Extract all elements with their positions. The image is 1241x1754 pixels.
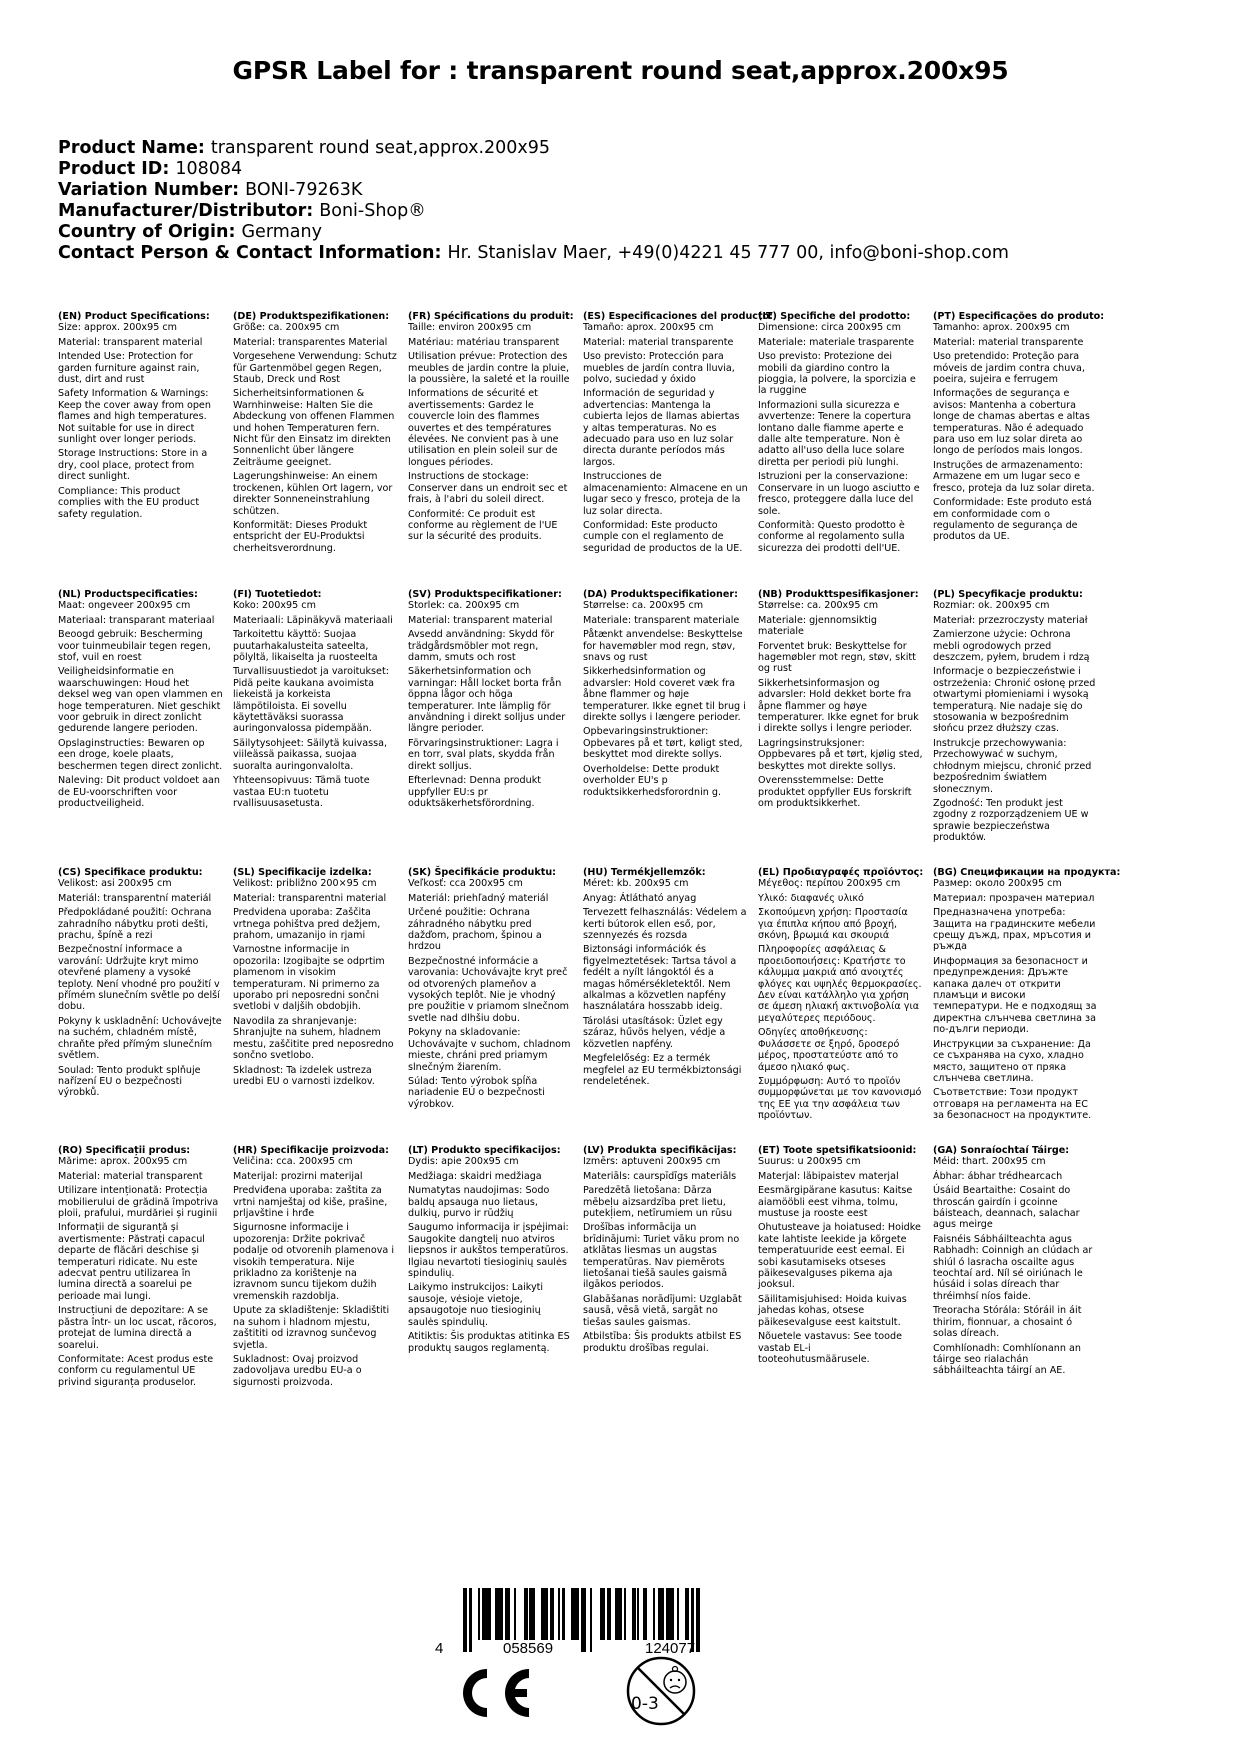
spec-line: Størrelse: ca. 200x95 cm bbox=[583, 600, 704, 612]
spec-line: Tervezett felhasználás: Védelem a kerti bútorok ellen eső, por, szennyezés és rozsda bbox=[583, 907, 747, 942]
spec-line: Overholdelse: Dette produkt overholder EU's p roduktsikkerhedsforordnin g. bbox=[583, 763, 722, 798]
spec-line: Turvallisuustiedot ja varoitukset: Pidä peite kaukana avoimista liekeistä ja korkeista lämpötiloista. Ei sovellu käytettäväksi suorassa auringonvalossa pidempään. bbox=[233, 666, 389, 735]
spec-line: Materjal: läbipaistev materjal bbox=[758, 1170, 899, 1182]
spec-line: Instrucciones de almacenamiento: Almacene en un lugar seco y fresco, proteja de la luz solar directa. bbox=[583, 471, 748, 517]
spec-block-heading: (FI) Tuotetiedot: bbox=[233, 589, 322, 600]
spec-line: Bezpečnostní informace a varování: Udržujte kryt mimo otevřené plameny a vysoké teploty. Není vhodné pro použití v přímém slunečním světle po delší dobu. bbox=[58, 944, 220, 1013]
spec-block-hr bbox=[233, 1145, 398, 1391]
spec-line: Materijal: prozirni materijal bbox=[233, 1170, 363, 1182]
spec-block-heading: (FR) Spécifications du produit: bbox=[408, 311, 574, 322]
spec-line: Sigurnosne informacije i upozorenja: Držite pokrivač podalje od otvorenih plamenova i visokih temperatura. Nije prikladno za korištenje na izravnom suncu tijekom dužih vremenskih razdoblja. bbox=[233, 1222, 395, 1302]
spec-line: Suurus: u 200x95 cm bbox=[758, 1156, 861, 1168]
spec-block-heading: (DA) Produktspecifikationer: bbox=[583, 589, 738, 600]
spec-line: Informații de siguranță și avertismente: Păstrați capacul departe de flăcări deschise și temperaturi ridicate. Nu este adecvat pentru utilizarea în lumina directă a soarelui pe perioade mai lungi. bbox=[58, 1222, 205, 1302]
spec-block-hu bbox=[583, 867, 748, 1090]
product-info-label: Country of Origin: bbox=[58, 222, 236, 242]
spec-line: Yhteensopivuus: Tämä tuote vastaa EU:n tuotetu rvallisuusasetusta. bbox=[233, 775, 370, 809]
spec-line: Materiaali: Läpinäkyvä materiaali bbox=[233, 614, 393, 626]
spec-line: Matériau: matériau transparent bbox=[408, 336, 560, 348]
spec-line: Size: approx. 200x95 cm bbox=[58, 322, 177, 334]
spec-line: Υλικό: διαφανές υλικό bbox=[758, 892, 864, 904]
spec-line: Veiligheidsinformatie en waarschuwingen: Houd het deksel weg van open vlammen en hoge temperaturen. Niet geschikt voor gebruik in direct zonlicht gedurende langere perioden. bbox=[58, 666, 223, 735]
product-info-value: 108084 bbox=[175, 159, 243, 179]
spec-block-heading: (PT) Especificações do produto: bbox=[933, 311, 1105, 322]
spec-line: Konformität: Dieses Produkt entspricht der EU-Produktsi cherheitsverordnung. bbox=[233, 519, 368, 554]
product-info-value: Boni-Shop® bbox=[319, 201, 426, 221]
spec-line: Skladnost: Ta izdelek ustreza uredbi EU o varnosti izdelkov. bbox=[233, 1064, 375, 1087]
ean-barcode bbox=[435, 1588, 775, 1668]
spec-line: Atitiktis: Šis produktas atitinka ES produktų saugos reglamentą. bbox=[408, 1331, 570, 1354]
spec-line: Conformidad: Este producto cumple con el reglamento de seguridad de productos de la UE. bbox=[583, 519, 743, 554]
spec-block-heading: (BG) Спецификации на продукта: bbox=[933, 867, 1121, 878]
spec-line: Utilizare intenționată: Protecția mobilierului de grădină împotriva ploii, prafului, murdăriei și ruginii bbox=[58, 1185, 219, 1220]
spec-line: Förvaringsinstruktioner: Lagra i en torr, sval plats, skydda från direkt solljus. bbox=[408, 737, 559, 772]
spec-block-heading: (SK) Špecifikácie produktu: bbox=[408, 867, 557, 878]
spec-line: Materiale: transparent materiale bbox=[583, 614, 740, 626]
spec-line: Съответствие: Този продукт отговаря на регламента на ЕС за безопасност на продуктите. bbox=[933, 1087, 1092, 1122]
spec-line: Faisnéis Sábháilteachta agus Rabhadh: Coinnigh an clúdach ar shiúl ó lasracha oscailte agus teochtaí ard. Níl sé oiriúnach le húsáid i solas díreach thar thréimhsí níos faide. bbox=[933, 1233, 1093, 1302]
spec-line: Taille: environ 200x95 cm bbox=[408, 322, 532, 334]
spec-line: Размер: около 200x95 cm bbox=[933, 878, 1062, 890]
spec-block-heading: (EN) Product Specifications: bbox=[58, 311, 210, 322]
spec-line: Velikost: približno 200×95 cm bbox=[233, 878, 377, 890]
spec-line: Tamaño: aprox. 200x95 cm bbox=[583, 322, 714, 334]
spec-line: Pokyny k uskladnění: Uchovávejte na suchém, chladném místě, chraňte před přímým slunečním světlem. bbox=[58, 1015, 222, 1062]
spec-line: Rozmiar: ok. 200x95 cm bbox=[933, 600, 1050, 612]
spec-block-sl bbox=[233, 867, 398, 1090]
spec-line: Material: material transparente bbox=[583, 336, 734, 348]
spec-line: Информация за безопасност и предупреждения: Дръжте капака далеч от открити пламъци и високи температури. Не е подходящ за директна слънчева светлина за по-дълги периоди. bbox=[933, 955, 1097, 1036]
spec-block-el bbox=[758, 867, 923, 1125]
spec-line: Efterlevnad: Denna produkt uppfyller EU:s pr oduktsäkerhetsförordning. bbox=[408, 775, 542, 809]
spec-line: Předpokládané použití: Ochrana zahradního nábytku proti dešti, prachu, špíně a rezi bbox=[58, 907, 212, 942]
product-info-label: Product ID: bbox=[58, 159, 170, 179]
spec-block-heading: (GA) Sonraíochtaí Táirge: bbox=[933, 1145, 1070, 1156]
spec-line: Μέγεθος: περίπου 200x95 cm bbox=[758, 878, 901, 890]
spec-line: Predvidena uporaba: Zaščita vrtnega pohištva pred dežjem, prahom, umazanijo in rjami bbox=[233, 907, 381, 942]
spec-line: Izmērs: aptuveni 200x95 cm bbox=[583, 1156, 721, 1168]
spec-line: Megfelelőség: Ez a termék megfelel az EU termékbiztonsági rendeletének. bbox=[583, 1053, 742, 1087]
spec-line: Glabāšanas norādījumi: Uzglabāt sausā, vēsā vietā, sargāt no tiešas saules gaismas. bbox=[583, 1293, 742, 1328]
product-info-label: Variation Number: bbox=[58, 180, 240, 200]
spec-block-fr bbox=[408, 311, 573, 546]
spec-line: Storlek: ca. 200x95 cm bbox=[408, 600, 520, 612]
spec-line: Navodila za shranjevanje: Shranjujte na suhem, hladnem mestu, zaščitite pred neposredno sončno svetlobo. bbox=[233, 1015, 394, 1062]
spec-block-da bbox=[583, 589, 748, 801]
product-info-row bbox=[58, 222, 1009, 243]
spec-line: Zgodność: Ten produkt jest zgodny z rozporządzeniem UE w sprawie bezpieczeństwa produktów. bbox=[933, 797, 1089, 844]
spec-line: Varnostne informacije in opozorila: Izogibajte se odprtim plamenom in visokim temperaturam. Ni primerno za uporabo pri neposredni sončni svetlobi v daljših obdobjih. bbox=[233, 944, 385, 1013]
spec-line: Instruções de armazenamento: Armazene em um lugar seco e fresco, proteja da luz solar direta. bbox=[933, 459, 1095, 494]
spec-line: Materiale: materiale trasparente bbox=[758, 336, 915, 348]
spec-line: Información de seguridad y advertencias: Mantenga la cubierta lejos de llamas abiertas y altas temperaturas. No es adecuado para uso en luz solar directa durante períodos más largos. bbox=[583, 388, 740, 468]
spec-block-es bbox=[583, 311, 774, 557]
spec-block-heading: (SV) Produktspecifikationer: bbox=[408, 589, 562, 600]
spec-line: Forventet bruk: Beskyttelse for hagemøbler mot regn, støv, skitt og rust bbox=[758, 640, 916, 675]
spec-line: Conformità: Questo prodotto è conforme al regolamento sulla sicurezza dei prodotti dell'UE. bbox=[758, 519, 905, 554]
product-info-row bbox=[58, 138, 1009, 159]
spec-line: Størrelse: ca. 200x95 cm bbox=[758, 600, 879, 612]
spec-block-fi bbox=[233, 589, 398, 812]
product-info-label: Product Name: bbox=[58, 138, 205, 158]
spec-line: Conformitate: Acest produs este conform cu regulamentul UE privind siguranța produselor. bbox=[58, 1353, 214, 1388]
spec-line: Numatytas naudojimas: Sodo baldų apsauga nuo lietaus, dulkių, purvo ir rūdžių bbox=[408, 1185, 550, 1220]
spec-line: Materiaal: transparant materiaal bbox=[58, 614, 215, 626]
spec-line: Beoogd gebruik: Bescherming voor tuinmeubilair tegen regen, stof, vuil en roest bbox=[58, 629, 211, 664]
spec-line: Informazioni sulla sicurezza e avvertenze: Tenere la copertura lontano dalle fiamme aperte e dalle alte temperature. Non è adatto all'uso della luce solare diretta per periodi più lunghi. bbox=[758, 399, 912, 468]
spec-block-lv bbox=[583, 1145, 748, 1357]
barcode-left-group: 058569 bbox=[503, 1640, 554, 1657]
spec-line: Uso pretendido: Proteção para móveis de jardim contra chuva, poeira, sujeira e ferrugem bbox=[933, 351, 1085, 386]
spec-line: Medžiaga: skaidri medžiaga bbox=[408, 1170, 542, 1182]
spec-line: Материал: прозрачен материал bbox=[933, 892, 1095, 904]
spec-line: Tarkoitettu käyttö: Suojaa puutarhakalusteita sateelta, pölyltä, likaiselta ja ruosteelta bbox=[233, 629, 378, 664]
spec-block-heading: (RO) Specificații produs: bbox=[58, 1145, 191, 1156]
spec-line: Comhlíonadh: Comhlíonann an táirge seo rialachán sábháilteachta táirgí an AE. bbox=[933, 1342, 1081, 1377]
spec-block-nl bbox=[58, 589, 223, 812]
spec-line: Uso previsto: Protezione dei mobili da giardino contro la pioggia, la polvere, la sporcizia e la ruggine bbox=[758, 351, 916, 397]
spec-line: Úsáid Beartaithe: Cosaint do throscán gairdín i gcoinne báisteach, deannach, salachar agus meirge bbox=[933, 1185, 1080, 1231]
spec-line: Naleving: Dit product voldoet aan de EU-voorschriften voor productveiligheid. bbox=[58, 775, 220, 809]
barcode-lead-digit: 4 bbox=[435, 1640, 444, 1657]
spec-line: Informacje o bezpieczeństwie i ostrzeżenia: Chronić osłonę przed otwartymi płomieniami i wysoką temperaturą. Nie nadaje się do stosowania w bezpośrednim słońcu przez dłuższy czas. bbox=[933, 666, 1096, 735]
spec-block-heading: (HU) Termékjellemzők: bbox=[583, 867, 706, 878]
spec-line: Mărime: aprox. 200x95 cm bbox=[58, 1156, 188, 1168]
spec-line: Sicherheitsinformationen & Warnhinweise: Halten Sie die Abdeckung von offenen Flammen und hohen Temperaturen fern. Nicht für den Einsatz im direkten Sonnenlicht über längere Zeiträume geeignet. bbox=[233, 388, 395, 468]
spec-block-heading: (NL) Productspecificaties: bbox=[58, 589, 198, 600]
spec-block-heading: (NB) Produkttspesifikasjoner: bbox=[758, 589, 919, 600]
spec-line: Opslaginstructies: Bewaren op een droge, koele plaats, beschermen tegen direct zonlicht. bbox=[58, 737, 223, 772]
spec-line: Méret: kb. 200x95 cm bbox=[583, 878, 689, 890]
spec-line: Overensstemmelse: Dette produktet oppfyller EUs forskrift om produktsikkerhet. bbox=[758, 775, 912, 809]
spec-line: Sikkerhetsinformasjon og advarsler: Hold dekket borte fra åpne flammer og høye temperaturer. Ikke egnet for bruk i direkte sollys i lengre perioder. bbox=[758, 677, 919, 735]
spec-line: Maat: ongeveer 200x95 cm bbox=[58, 600, 191, 612]
ce-mark-icon bbox=[455, 1663, 535, 1723]
spec-line: Säkerhetsinformation och varningar: Håll locket borta från öppna lågor och höga temperaturer. Inte lämplig för användning i direkt solljus under längre perioder. bbox=[408, 666, 566, 735]
spec-line: Material: material transparente bbox=[933, 336, 1084, 348]
spec-line: Sikkerhedsinformation og advarsler: Hold coveret væk fra åbne flammer og høje temperaturer. Ikke egnet til brug i direkte sollys i længere perioder. bbox=[583, 666, 746, 724]
spec-block-heading: (ES) Especificaciones del producto: bbox=[583, 311, 774, 322]
spec-line: Vorgesehene Verwendung: Schutz für Gartenmöbel gegen Regen, Staub, Dreck und Rost bbox=[233, 351, 397, 386]
spec-line: Conformité: Ce produit est conforme au règlement de l'UE sur la sécurité des produits. bbox=[408, 508, 558, 543]
spec-line: Ábhar: ábhar trédhearcach bbox=[933, 1170, 1063, 1182]
spec-block-bg bbox=[933, 867, 1121, 1125]
spec-line: Instrukcje przechowywania: Przechowywać w suchym, chłodnym miejscu, chronić przed bezpośrednim światłem słonecznym. bbox=[933, 737, 1092, 795]
spec-line: Intended Use: Protection for garden furniture against rain, dust, dirt and rust bbox=[58, 351, 200, 386]
spec-block-nb bbox=[758, 589, 923, 812]
spec-line: Súlad: Tento výrobok spĺňa nariadenie EÚ o bezpečnosti výrobkov. bbox=[408, 1075, 545, 1110]
spec-block-heading: (CS) Specifikace produktu: bbox=[58, 867, 203, 878]
spec-block-sk bbox=[408, 867, 573, 1113]
spec-line: Safety Information & Warnings: Keep the cover away from open flames and high temperatures. Not suitable for use in direct sunlight over longer periods. bbox=[58, 388, 211, 446]
spec-line: Materiál: priehľadný materiál bbox=[408, 892, 549, 904]
product-info-value: Hr. Stanislav Maer, +49(0)4221 45 777 00, info@boni-shop.com bbox=[447, 243, 1009, 263]
spec-line: Συμμόρφωση: Αυτό το προϊόν συμμορφώνεται με τον κανονισμό της ΕΕ για την ασφάλεια των προϊόντων. bbox=[758, 1075, 922, 1122]
spec-block-pl bbox=[933, 589, 1098, 847]
spec-line: Soulad: Tento produkt splňuje nařízení EU o bezpečnosti výrobků. bbox=[58, 1064, 201, 1099]
product-info-value: transparent round seat,approx.200x95 bbox=[210, 138, 551, 158]
product-info-row bbox=[58, 180, 1009, 201]
spec-line: Material: material transparent bbox=[58, 1170, 203, 1182]
spec-line: Säilytysohjeet: Säilytä kuivassa, viileässä paikassa, suojaa suoralta auringonvalolta. bbox=[233, 737, 388, 772]
spec-line: Eesmärgipärane kasutus: Kaitse aiamööbli eest vihma, tolmu, mustuse ja rooste eest bbox=[758, 1185, 913, 1220]
spec-line: Materiál: transparentní materiál bbox=[58, 892, 212, 904]
spec-line: Opbevaringsinstruktioner: Opbevares på et tørt, køligt sted, beskyttet mod direkte sollys. bbox=[583, 726, 743, 761]
barcode-right-group: 124077 bbox=[645, 1640, 696, 1657]
svg-text:0-3: 0-3 bbox=[631, 1694, 659, 1714]
product-info-row bbox=[58, 201, 1009, 222]
spec-line: Drošības informācija un brīdinājumi: Turiet vāku prom no atklātas liesmas un augstas temperatūras. Nav piemērots lietošanai tiešā saules gaismā ilgākos periodos. bbox=[583, 1222, 740, 1291]
spec-line: Informations de sécurité et avertissements: Gardez le couvercle loin des flammes ouvertes et des températures élevées. Ne convient pas à une utilisation en plein soleil sur de longues périodes. bbox=[408, 388, 559, 468]
spec-line: Paredzētā lietošana: Dārza mēbeļu aizsardzība pret lietu, putekļiem, netīrumiem un rūsu bbox=[583, 1185, 733, 1220]
spec-line: Instrucțiuni de depozitare: A se păstra într- un loc uscat, răcoros, protejat de lumina directă a soarelui. bbox=[58, 1305, 217, 1351]
spec-line: Méid: thart. 200x95 cm bbox=[933, 1156, 1046, 1168]
spec-line: Predviđena uporaba: zaštita za vrtni namještaj od kiše, prašine, prljavštine i hrđe bbox=[233, 1185, 388, 1220]
spec-line: Compliance: This product complies with the EU product safety regulation. bbox=[58, 485, 200, 520]
product-info-row bbox=[58, 243, 1009, 264]
spec-line: Informações de segurança e avisos: Mantenha a cobertura longe de chamas abertas e altas temperaturas. Não é adequado para uso em luz solar direta ao longo de períodos mais longos. bbox=[933, 388, 1090, 457]
spec-line: Avsedd användning: Skydd för trädgårdsmöbler mot regn, damm, smuts och rost bbox=[408, 629, 555, 664]
product-info bbox=[58, 138, 1009, 264]
spec-block-lt bbox=[408, 1145, 573, 1357]
product-info-label: Contact Person & Contact Information: bbox=[58, 243, 442, 263]
spec-line: Material: transparent material bbox=[58, 336, 203, 348]
spec-line: Treoracha Stórála: Stóráil in áit thirim, fionnuar, a chosaint ó solas díreach. bbox=[933, 1305, 1082, 1340]
product-info-value: BONI-79263K bbox=[245, 180, 363, 200]
spec-line: Saugumo informacija ir įspėjimai: Saugokite dangtelį nuo atviros liepsnos ir aukštos temperatūros. Ilgiau nevartoti tiesioginių saulės spindulių. bbox=[408, 1222, 569, 1280]
spec-line: Größe: ca. 200x95 cm bbox=[233, 322, 340, 334]
spec-line: Dimensione: circa 200x95 cm bbox=[758, 322, 901, 334]
spec-block-heading: (LT) Produkto specifikacijos: bbox=[408, 1145, 561, 1156]
spec-line: Atbilstība: Šis produkts atbilst ES produktu drošības regulai. bbox=[583, 1331, 742, 1354]
spec-block-sv bbox=[408, 589, 573, 812]
spec-line: Material: transparentni material bbox=[233, 892, 387, 904]
spec-line: Предназначена употреба: Защита на градинските мебели срещу дъжд, прах, мръсотия и ръжда bbox=[933, 907, 1096, 953]
spec-line: Material: transparent material bbox=[408, 614, 553, 626]
spec-line: Veličina: cca. 200x95 cm bbox=[233, 1156, 353, 1168]
product-info-value: Germany bbox=[241, 222, 322, 242]
spec-line: Pokyny na skladovanie: Uchovávajte v suchom, chladnom mieste, chráni pred priamym slnečným žiarením. bbox=[408, 1027, 571, 1073]
spec-block-heading: (DE) Produktspezifikationen: bbox=[233, 311, 390, 322]
spec-line: Určené použitie: Ochrana záhradného nábytku pred dažďom, prachom, špinou a hrdzou bbox=[408, 907, 542, 953]
spec-line: Uso previsto: Protección para muebles de jardín contra lluvia, polvo, suciedad y óxido bbox=[583, 351, 735, 386]
spec-line: Veľkosť: cca 200x95 cm bbox=[408, 878, 523, 890]
spec-line: Material: transparentes Material bbox=[233, 336, 388, 348]
spec-block-heading: (EL) Προδιαγραφές προϊόντος: bbox=[758, 867, 924, 878]
spec-line: Tárolási utasítások: Üzlet egy száraz, hűvös helyen, védje a közvetlen napfény. bbox=[583, 1015, 726, 1050]
page-title: GPSR Label for : transparent round seat,approx.200x95 bbox=[232, 56, 1009, 85]
spec-block-it bbox=[758, 311, 923, 557]
spec-block-heading: (IT) Specifiche del prodotto: bbox=[758, 311, 911, 322]
spec-line: Sukladnost: Ovaj proizvod zadovoljava uredbu EU-a o sigurnosti proizvoda. bbox=[233, 1353, 362, 1388]
spec-block-heading: (SL) Specifikacije izdelka: bbox=[233, 867, 372, 878]
spec-line: Instructions de stockage: Conserver dans un endroit sec et frais, à l'abri du soleil direct. bbox=[408, 471, 568, 506]
spec-line: Upute za skladištenje: Skladištiti na suhom i hladnom mjestu, zaštititi od izravnog sunčevog svjetla. bbox=[233, 1305, 390, 1351]
spec-line: Οδηγίες αποθήκευσης: Φυλάσσετε σε ξηρό, δροσερό μέρος, προστατεύστε από το άμεσο ηλιακό φως. bbox=[758, 1027, 900, 1073]
spec-line: Koko: 200x95 cm bbox=[233, 600, 316, 612]
spec-line: Velikost: asi 200x95 cm bbox=[58, 878, 172, 890]
spec-line: Påtænkt anvendelse: Beskyttelse for havemøbler mod regn, støv, snavs og rust bbox=[583, 629, 743, 664]
spec-line: Πληροφορίες ασφάλειας & προειδοποιήσεις: Κρατήστε το κάλυμμα μακριά από ανοιχτές φλόγες και υψηλές θερμοκρασίες. Δεν είναι κατάλληλο για χρήση σε άμεση ηλιακή ακτινοβολία για μεγαλύτερες περιόδους. bbox=[758, 944, 922, 1024]
spec-block-et bbox=[758, 1145, 923, 1368]
spec-line: Biztonsági információk és figyelmeztetések: Tartsa távol a fedélt a nyílt lángoktól és a magas hőmérsékletektől. Nem alkalmas a közvetlen napfény használatára hosszabb ideig. bbox=[583, 944, 737, 1013]
spec-line: Bezpečnostné informácie a varovania: Uchovávajte kryt preč od otvorených plameňov a vysokých teplôt. Nie je vhodný pre použitie v priamom slnečnom svetle nad dlhšiu dobu. bbox=[408, 955, 570, 1024]
spec-line: Materiał: przezroczysty materiał bbox=[933, 614, 1088, 626]
spec-block-de bbox=[233, 311, 398, 557]
spec-line: Materiāls: caurspīdīgs materiāls bbox=[583, 1170, 737, 1182]
spec-block-ro bbox=[58, 1145, 223, 1391]
spec-block-heading: (ET) Toote spetsifikatsioonid: bbox=[758, 1145, 917, 1156]
spec-line: Lagerungshinweise: An einem trockenen, kühlen Ort lagern, vor direkter Sonneneinstrahlung schützen. bbox=[233, 471, 393, 517]
spec-block-heading: (LV) Produkta specifikācijas: bbox=[583, 1145, 737, 1156]
spec-line: Zamierzone użycie: Ochrona mebli ogrodowych przed deszczem, pyłem, brudem i rdzą bbox=[933, 629, 1090, 664]
spec-line: Σκοπούμενη χρήση: Προστασία για έπιπλα κήπου από βροχή, σκόνη, βρωμιά και σκουριά bbox=[758, 907, 908, 942]
spec-line: Laikymo instrukcijos: Laikyti sausoje, vėsioje vietoje, apsaugotoje nuo tiesioginių saulės spindulių. bbox=[408, 1282, 544, 1328]
spec-line: Materiale: gjennomsiktig materiale bbox=[758, 614, 877, 638]
spec-line: Conformidade: Este produto está em conformidade com o regulamento de segurança de produtos da UE. bbox=[933, 497, 1092, 543]
spec-line: Storage Instructions: Store in a dry, cool place, protect from direct sunlight. bbox=[58, 448, 208, 483]
spec-line: Anyag: Átlátható anyag bbox=[583, 892, 697, 904]
spec-line: Utilisation prévue: Protection des meubles de jardin contre la pluie, la poussière, la saleté et la rouille bbox=[408, 351, 570, 386]
spec-line: Ohutusteave ja hoiatused: Hoidke kate lahtiste leekide ja kõrgete temperatuuride eest eemal. Ei sobi kasutamiseks otseses päikesevalguses pikema aja jooksul. bbox=[758, 1222, 921, 1291]
spec-line: Dydis: apie 200x95 cm bbox=[408, 1156, 519, 1168]
spec-block-cs bbox=[58, 867, 223, 1102]
product-info-row bbox=[58, 159, 1009, 180]
spec-line: Nõuetele vastavus: See toode vastab EL-i tooteohutusmäärusele. bbox=[758, 1331, 902, 1365]
spec-line: Инструкции за съхранение: Да се съхранява на сухо, хладно място, защитено от пряка слънчева светлина. bbox=[933, 1038, 1091, 1084]
spec-line: Lagringsinstruksjoner: Oppbevares på et tørt, kjølig sted, beskyttes mot direkte sollys. bbox=[758, 737, 923, 772]
spec-block-en bbox=[58, 311, 223, 523]
spec-line: Istruzioni per la conservazione: Conservare in un luogo asciutto e fresco, proteggere dalla luce del sole. bbox=[758, 471, 920, 517]
not-for-children-0-3-icon bbox=[625, 1655, 697, 1727]
spec-line: Säilitamisjuhised: Hoida kuivas jahedas kohas, otsese päikesevalguse eest kaitstult. bbox=[758, 1293, 907, 1328]
spec-block-pt bbox=[933, 311, 1105, 546]
spec-line: Tamanho: aprox. 200x95 cm bbox=[933, 322, 1070, 334]
product-info-label: Manufacturer/Distributor: bbox=[58, 201, 314, 221]
spec-block-ga bbox=[933, 1145, 1098, 1380]
spec-block-heading: (PL) Specyfikacje produktu: bbox=[933, 589, 1083, 600]
spec-block-heading: (HR) Specifikacije proizvoda: bbox=[233, 1145, 389, 1156]
